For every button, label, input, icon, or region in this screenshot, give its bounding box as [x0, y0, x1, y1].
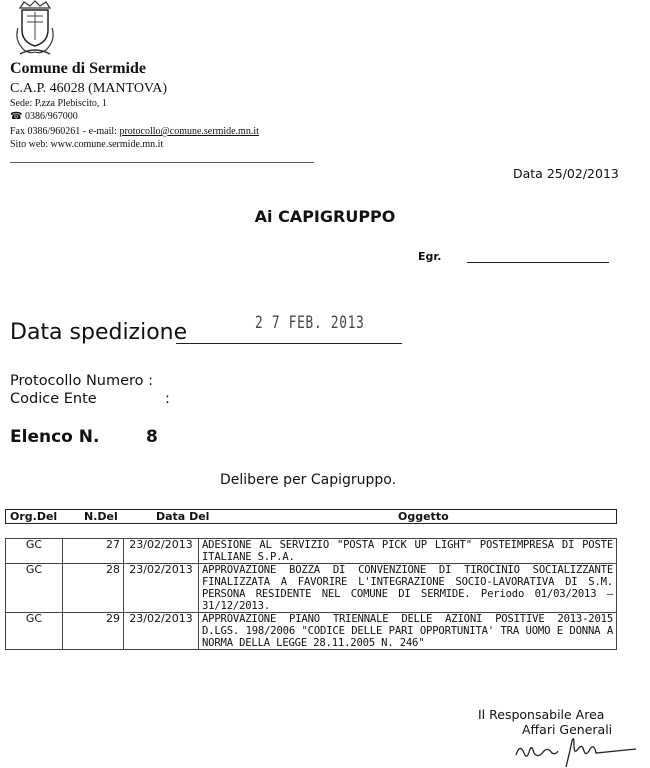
delibere-table	[5, 538, 617, 650]
row-num: 27	[63, 539, 124, 564]
org-website: Sito web: www.comune.sermide.mn.it	[10, 139, 164, 150]
org-sede: Sede: P.zza Plebiscito, 1	[10, 98, 107, 109]
header-org-del: Org.Del	[10, 510, 58, 523]
handwritten-signature	[512, 733, 642, 768]
municipal-crest-logo	[12, 0, 58, 58]
elenco-label: Elenco N.	[10, 427, 100, 447]
phone-number: 0386/967000	[24, 111, 78, 122]
fax-text: Fax 0386/960261 - e-mail:	[10, 126, 120, 137]
row-num: 28	[63, 564, 124, 613]
row-oggetto: APPROVAZIONE BOZZA DI CONVENZIONE DI TIROCINIO SOCIALIZZANTE FINALIZZATA A FAVORIRE L'INTEGRAZIONE SOCIO-LAVORATIVA DI S.M. PERSONA RESIDENTE NEL COMUNE DI SERMIDE. Periodo 01/03/2013 – 31/12/2013.	[199, 564, 617, 613]
recipient-title: Ai CAPIGRUPPO	[254, 207, 396, 226]
date-stamp: 2 7 FEB. 2013	[255, 313, 365, 333]
delibere-title: Delibere per Capigruppo.	[220, 472, 397, 488]
table-row	[6, 564, 617, 613]
row-org: GC	[6, 613, 63, 650]
egr-blank-line	[467, 262, 609, 263]
header-n-del: N.Del	[84, 510, 118, 523]
org-fax-email	[10, 126, 259, 138]
table-row	[6, 539, 617, 564]
spedizione-label: Data spedizione	[10, 320, 188, 345]
table-row	[6, 613, 617, 650]
row-date: 23/02/2013	[124, 564, 199, 613]
header-data-del: Data Del	[156, 510, 210, 523]
org-name: Comune di Sermide	[10, 60, 146, 77]
row-org: GC	[6, 539, 63, 564]
row-oggetto: ADESIONE AL SERVIZIO "POSTA PICK UP LIGHT" POSTEIMPRESA DI POSTE ITALIANE S.P.A.	[199, 539, 617, 564]
header-oggetto: Oggetto	[398, 510, 449, 523]
email-link[interactable]: protocollo@comune.sermide.mn.it	[119, 126, 259, 137]
elenco-number: 8	[146, 427, 158, 447]
document-date: Data 25/02/2013	[513, 166, 619, 181]
phone-icon: ☎	[10, 111, 23, 122]
signature-area: Affari Generali	[522, 722, 613, 737]
codice-ente-label: Codice Ente	[10, 391, 97, 407]
protocollo-label: Protocollo Numero :	[10, 373, 154, 389]
header-divider	[10, 162, 314, 163]
org-phone	[10, 111, 78, 123]
table-header	[5, 509, 617, 524]
spedizione-blank-line	[176, 343, 402, 344]
org-cap-line: C.A.P. 46028 (MANTOVA)	[10, 81, 168, 96]
row-oggetto: APPROVAZIONE PIANO TRIENNALE DELLE AZIONI POSITIVE 2013-2015 D.LGS. 198/2006 "CODICE DELLE PARI OPPORTUNITA' TRA UOMO E DONNA A NORMA DELLA LEGGE 28.11.2005 N. 246"	[199, 613, 617, 650]
row-num: 29	[63, 613, 124, 650]
row-org: GC	[6, 564, 63, 613]
signature-title: Il Responsabile Area	[478, 707, 605, 722]
egr-label: Egr.	[418, 250, 442, 263]
row-date: 23/02/2013	[124, 539, 199, 564]
codice-ente-colon: :	[165, 391, 170, 407]
row-date: 23/02/2013	[124, 613, 199, 650]
